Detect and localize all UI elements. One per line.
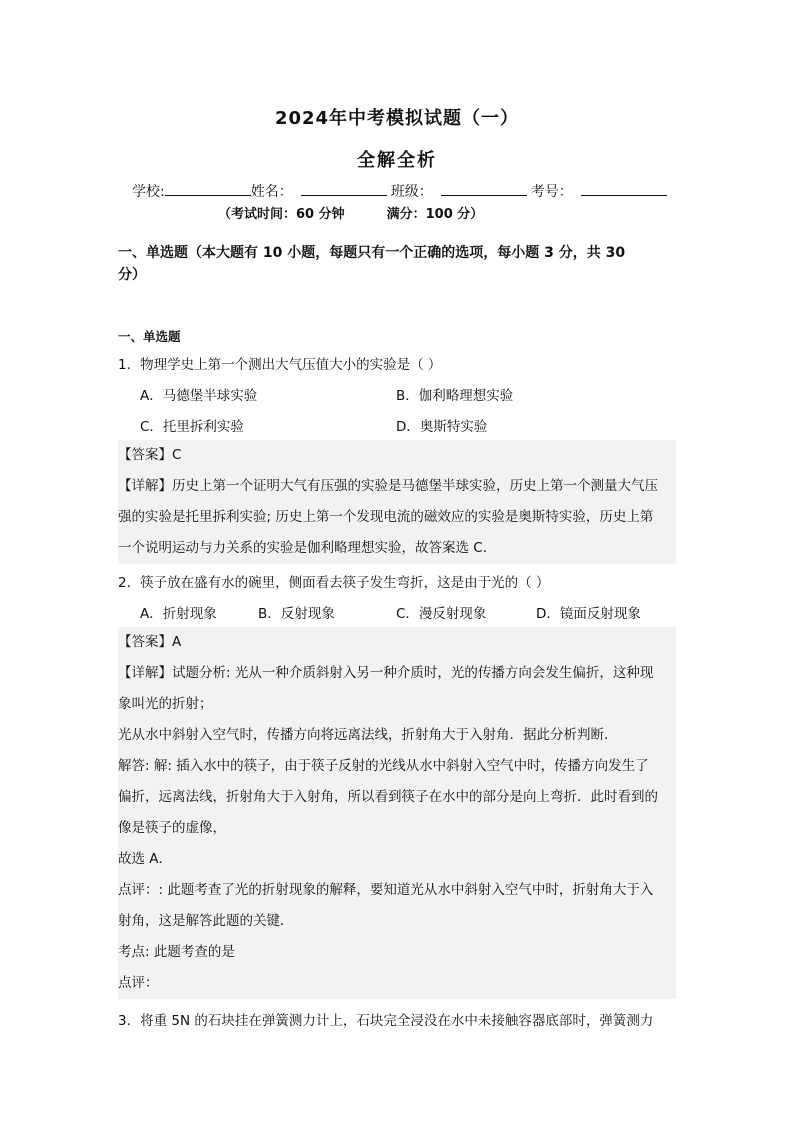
question-3-stem: 3．将重 5N 的石块挂在弹簧测力计上，石块完全浸没在水中未接触容器底部时，弹簧测力 (118, 1013, 654, 1029)
exam-time-score (218, 203, 483, 222)
question-2-detail-line: 偏折，远离法线，折射角大于入射角，所以看到筷子在水中的部分是向上弯折．此时看到的 (118, 789, 658, 805)
question-2-answer: 【答案】A (118, 634, 182, 650)
name-blank[interactable] (301, 181, 387, 196)
question-1-option-c[interactable]: C．托里拆利实验 (140, 419, 244, 435)
question-1-answer: 【答案】C (118, 447, 182, 463)
question-2-detail-line: 象叫光的折射； (118, 696, 213, 712)
exam-no-label: 考号： (530, 184, 573, 200)
question-2-option-c[interactable]: C．漫反射现象 (396, 606, 487, 622)
question-2-option-d[interactable]: D．镜面反射现象 (536, 606, 641, 622)
question-2-detail-line: 故选 A． (118, 851, 173, 867)
exam-full-score: 满分：100 分） (386, 207, 484, 222)
exam-subtitle: 全解全析 (357, 150, 437, 171)
class-label: 班级： (390, 184, 433, 200)
question-1-stem: 1．物理学史上第一个测出大气压值大小的实验是（ ） (118, 357, 442, 373)
section-heading: 一、单选题（本大题有 10 小题，每题只有一个正确的选项，每小题 3 分，共 30 分） (118, 245, 626, 283)
question-1-detail-line: 强的实验是托里拆利实验; 历史上第一个发现电流的磁效应的实验是奥斯特实验，历史上第 (118, 509, 654, 525)
question-2-detail-line: 点评：: 此题考查了光的折射现象的解释，要知道光从水中斜射入空气中时，折射角大于入 (118, 882, 654, 898)
question-1-detail-line: 【详解】历史上第一个证明大气有压强的实验是马德堡半球实验，历史上第一个测量大气压 (118, 478, 658, 494)
question-2-detail-line: 解答: 解: 插入水中的筷子，由于筷子反射的光线从水中斜射入空气中时，传播方向发生了 (118, 758, 649, 774)
question-1-answer-block (118, 440, 676, 564)
name-label: 姓名： (250, 184, 293, 200)
question-2-detail-line: 【详解】试题分析: 光从一种介质斜射入另一种介质时，光的传播方向会发生偏折，这种现 (118, 665, 654, 681)
question-1-option-a[interactable]: A．马德堡半球实验 (140, 388, 258, 404)
question-1-option-d[interactable]: D．奥斯特实验 (396, 419, 488, 435)
student-info-row (132, 181, 667, 201)
section-sub-heading: 一、单选题 (118, 329, 181, 344)
question-2-option-b[interactable]: B．反射现象 (258, 606, 335, 622)
school-label: 学校: (132, 184, 165, 200)
question-1-option-b[interactable]: B．伽利略理想实验 (396, 388, 514, 404)
question-2-detail-line: 点评： (118, 975, 159, 991)
exam-no-blank[interactable] (581, 181, 667, 196)
exam-time: （考试时间：60 分钟 (218, 207, 345, 222)
question-2-detail-line: 射角，这是解答此题的关键． (118, 913, 294, 929)
exam-title: 2024年中考模拟试题（一） (274, 108, 520, 129)
question-2-detail-line: 光从水中斜射入空气时，传播方向将远离法线，折射角大于入射角．据此分析判断． (118, 727, 618, 743)
question-2-stem: 2．筷子放在盛有水的碗里，侧面看去筷子发生弯折，这是由于光的（ ） (118, 575, 550, 591)
question-2-detail-line: 考点: 此题考查的是 (118, 944, 235, 960)
question-2-answer-block (118, 627, 676, 999)
question-2-detail-line: 像是筷子的虚像， (118, 820, 226, 836)
school-blank[interactable] (165, 181, 251, 196)
class-blank[interactable] (441, 181, 527, 196)
question-1-detail-line: 一个说明运动与力关系的实验是伽利略理想实验，故答案选 C. (118, 540, 488, 556)
question-2-option-a[interactable]: A．折射现象 (140, 606, 217, 622)
